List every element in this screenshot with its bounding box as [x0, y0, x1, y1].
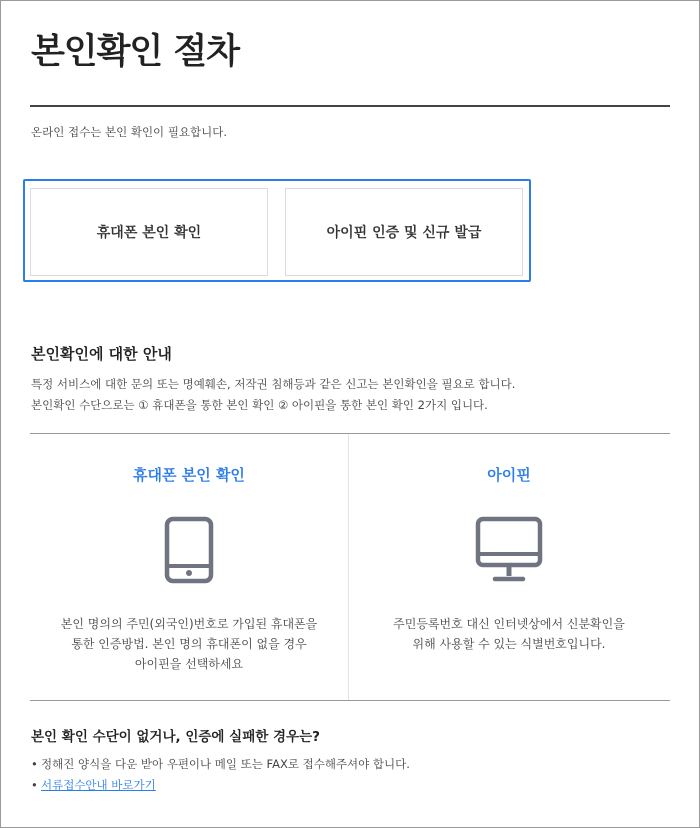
fallback-link-row — [31, 777, 156, 793]
fallback-note — [31, 756, 410, 772]
tablet-icon — [164, 516, 214, 584]
page-title: 본인확인 절차 — [31, 32, 240, 72]
methods-bottom-rule — [30, 700, 670, 701]
fallback-title: 본인 확인 수단이 없거나, 인증에 실패한 경우는? — [31, 729, 320, 745]
bullet-dot: • — [31, 757, 38, 771]
verification-options — [23, 179, 531, 282]
phone-method-panel — [30, 434, 348, 700]
title-divider — [30, 105, 670, 107]
guide-line-2: 본인확인 수단으로는 ① 휴대폰을 통한 본인 확인 ② 아이핀을 통한 본인 확인 2가지 입니다. — [31, 398, 488, 412]
phone-method-desc — [30, 614, 348, 674]
ipin-desc-line: 주민등록번호 대신 인터넷상에서 신분확인을 — [393, 617, 625, 631]
phone-verify-button[interactable]: 휴대폰 본인 확인 — [30, 188, 268, 276]
bullet-dot: • — [31, 778, 38, 792]
ipin-method-title: 아이핀 — [487, 466, 531, 484]
guide-line-1: 특정 서비스에 대한 문의 또는 명예훼손, 저작권 침해등과 같은 신고는 본인확인을 필요로 합니다. — [31, 377, 516, 391]
document-guide-link[interactable]: 서류접수안내 바로가기 — [41, 778, 156, 792]
fallback-note-text: 정해진 양식을 다운 받아 우편이나 메일 또는 FAX로 접수해주셔야 합니다. — [41, 757, 410, 771]
monitor-icon — [475, 516, 543, 584]
guide-title: 본인확인에 대한 안내 — [31, 345, 172, 363]
phone-desc-line: 통한 인증방법. 본인 명의 휴대폰이 없을 경우 — [71, 637, 307, 651]
intro-text: 온라인 접수는 본인 확인이 필요합니다. — [31, 125, 228, 139]
phone-desc-line: 아이핀을 선택하세요 — [134, 657, 244, 671]
phone-method-title: 휴대폰 본인 확인 — [133, 466, 245, 484]
ipin-method-desc — [350, 614, 668, 654]
methods-column-divider — [348, 434, 349, 700]
ipin-desc-line: 위해 사용할 수 있는 식별번호입니다. — [412, 637, 606, 651]
ipin-method-panel — [350, 434, 668, 700]
phone-desc-line: 본인 명의의 주민(외국인)번호로 가입된 휴대폰을 — [60, 617, 318, 631]
ipin-verify-button[interactable]: 아이핀 인증 및 신규 발급 — [285, 188, 523, 276]
